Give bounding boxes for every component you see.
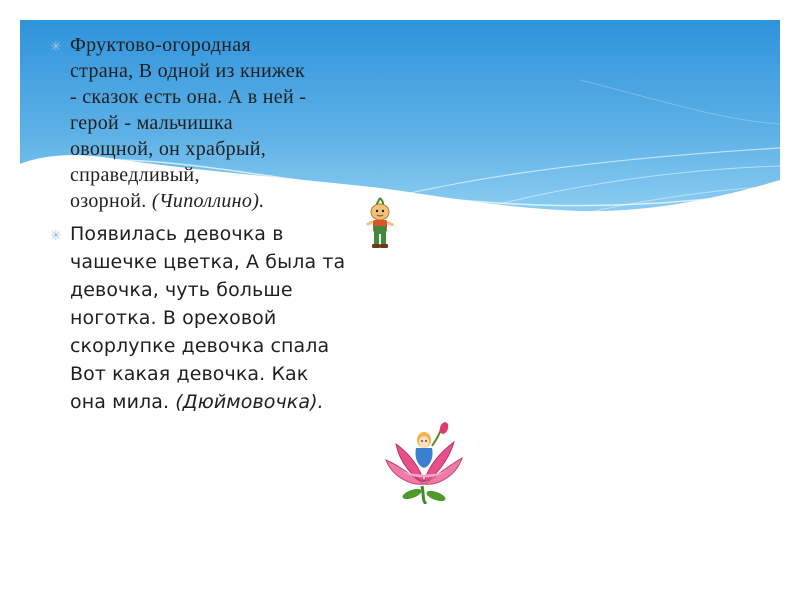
riddle-answer: (Дюймовочка). xyxy=(175,391,324,413)
riddle-line: овощной, он храбрый, xyxy=(70,138,267,160)
riddle-line: скорлупке девочка спала xyxy=(70,335,330,357)
riddle-line: страна, В одной из книжек xyxy=(70,60,306,82)
bullet-star-icon: ✳ xyxy=(50,39,63,55)
riddle-answer: (Чиполлино). xyxy=(151,190,265,212)
riddle-line: девочка, чуть больше xyxy=(70,279,293,301)
cipollino-illustration xyxy=(362,196,398,250)
riddle-list xyxy=(48,32,388,416)
riddle-line: герой - мальчишка xyxy=(70,112,233,134)
riddle-line: ноготка. В ореховой xyxy=(70,307,277,329)
riddle-line: Появилась девочка в xyxy=(70,223,284,245)
riddle-line: Фруктово-огородная xyxy=(70,34,251,56)
riddle-line: озорной. xyxy=(70,190,152,212)
riddle-line: - сказок есть она. А в ней - xyxy=(70,86,307,108)
riddle-line: справедливый, xyxy=(70,164,200,186)
riddle-line: она мила. xyxy=(70,391,176,413)
riddle-item xyxy=(48,32,388,214)
bullet-star-icon: ✳ xyxy=(50,228,62,244)
thumbelina-flower-illustration xyxy=(382,420,466,504)
riddle-line: чашечке цветка, А была та xyxy=(70,251,346,273)
riddle-item xyxy=(48,220,388,416)
riddle-line: Вот какая девочка. Как xyxy=(70,363,309,385)
